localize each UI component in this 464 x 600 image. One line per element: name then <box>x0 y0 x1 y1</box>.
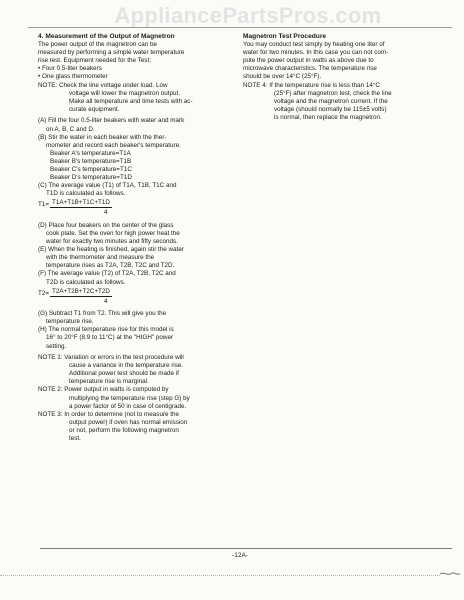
bottom-divider <box>40 548 452 549</box>
formula-t1-denominator-row <box>38 209 238 218</box>
note-line: voltage will lower the magnetron output. <box>69 89 180 97</box>
step-e: with the thermometer and measure the <box>46 254 155 262</box>
note-3: or not, perform the following magnetron <box>69 426 179 434</box>
beaker-temp-line: Beaker C's temperature=T1C <box>50 166 132 173</box>
note-line: NOTE: Check the line voltage under load. Low <box>38 81 168 89</box>
step-d: cook plate. Set the oven for high power heat the <box>46 229 180 237</box>
step-b: (B) Stir the water in each beaker with the ther- <box>38 133 167 141</box>
equipment-item: • One glass thermometer <box>38 73 108 81</box>
step-g: temperature rise. <box>46 318 94 326</box>
formula-numerator: T1A+T1B+T1C+T1D <box>50 199 112 208</box>
formula-numerator: T2A+T2B+T2C+T2D <box>50 288 112 297</box>
intro-line: pute the power output in watts as above due to <box>243 57 374 65</box>
step-h: (H) The normal temperature rise for this model is <box>38 326 174 334</box>
formula-t1 <box>38 199 238 208</box>
equipment-item: • Four 0.5-liter beakers <box>38 65 102 73</box>
step-f: T2D is calculated as follows. <box>46 278 126 286</box>
note-1: temperature rise is marginal. <box>69 378 149 386</box>
note-line: curate equipment. <box>69 105 120 113</box>
note-1: NOTE 1: Variation or errors in the test procedure will <box>38 354 184 362</box>
step-f: (F) The average value (T2) of T2A, T2B, T2C and <box>38 270 176 278</box>
note-4: voltage and the magnetron current. If the <box>274 97 388 105</box>
step-a: (A) Fill the four 0.5-liter beakers with water and mark <box>38 117 185 125</box>
step-a: on A, B, C and D. <box>46 125 95 133</box>
note-3: test. <box>69 435 81 443</box>
formula-label: T2= <box>38 289 50 297</box>
right-column <box>243 33 448 122</box>
page-number: -12A- <box>232 552 248 559</box>
step-e: (E) When the heating is finished, again stir the water <box>38 246 184 254</box>
intro-line: rise test. Equipment needed for the Test; <box>38 57 151 65</box>
beaker-temp-line: Beaker B's temperature=T1B <box>50 157 132 165</box>
top-divider <box>28 27 452 28</box>
left-column <box>38 33 238 443</box>
formula-t2-denominator-row <box>38 298 238 307</box>
note-2: multiplying the temperature rise (step G) by <box>69 394 190 402</box>
formula-denominator: 4 <box>104 297 108 305</box>
note-1: cause a variance in the temperature rise. <box>69 362 184 370</box>
section-heading: 4. Measurement of the Output of Magnetron <box>38 33 175 40</box>
intro-line: measured by performing a simple water temperature <box>38 49 185 57</box>
intro-line: You may conduct test simply by heating one liter of <box>243 41 385 49</box>
step-e: temperature rises as T2A, T2B, T2C and T2D. <box>46 262 175 270</box>
intro-line: The power output of the magnetron can be <box>38 41 158 49</box>
note-3: output power) if oven has normal emission <box>69 418 188 426</box>
scan-artifact-mark <box>440 571 460 577</box>
formula-label: T1= <box>38 201 50 209</box>
note-2: NOTE 2: Power output in watts is computed by <box>38 386 169 394</box>
scan-artifact-line <box>0 575 440 576</box>
intro-line: should be over 14°C (25°F). <box>243 73 322 81</box>
note-4: (25°F) after magnetron test, check the line <box>274 89 392 97</box>
step-d: water for exactly two minutes and fifty seconds. <box>46 238 178 246</box>
note-line: Make all temperature and time tests with ac- <box>69 97 193 105</box>
note-4: NOTE 4: If the temperature rise is less than 14°C <box>243 81 380 89</box>
beaker-temp-line: Beaker D's temperature=T1D <box>50 174 132 182</box>
intro-line: microwave characteristics. The temperature rise <box>243 65 377 73</box>
intro-line: water for two minutes. In this case you can not com- <box>243 49 389 57</box>
beaker-temp-line: Beaker A's temperature=T1A <box>50 149 131 157</box>
step-g: (G) Subtract T1 from T2. This will give you the <box>38 310 167 318</box>
step-h: 16° to 20°F (8.9 to 11°C) at the "HIGH" power <box>46 334 174 342</box>
section-heading: Magnetron Test Procedure <box>243 33 327 40</box>
note-4: is normal, then replace the magnetron. <box>274 113 382 121</box>
note-4: voltage (should normally be 115±5 volts) <box>274 105 387 113</box>
note-1: Additional power test should be made if <box>69 370 179 378</box>
note-2: a power factor of 50 in case of centigrade. <box>69 402 187 410</box>
step-c: (C) The average value (T1) of T1A, T1B, T1C and <box>38 182 177 190</box>
formula-denominator: 4 <box>104 209 108 217</box>
formula-t2 <box>38 288 238 297</box>
step-h: setting. <box>46 342 67 350</box>
step-b: mometer and record each beaker's temperature. <box>46 141 181 149</box>
note-3: NOTE 3: In order to determine (not to measure the <box>38 410 180 418</box>
step-d: (D) Place four beakers on the center of the glass <box>38 221 174 229</box>
step-c: T1D is calculated as follows. <box>46 190 126 198</box>
watermark: AppliancePartsPros.com <box>114 3 382 28</box>
